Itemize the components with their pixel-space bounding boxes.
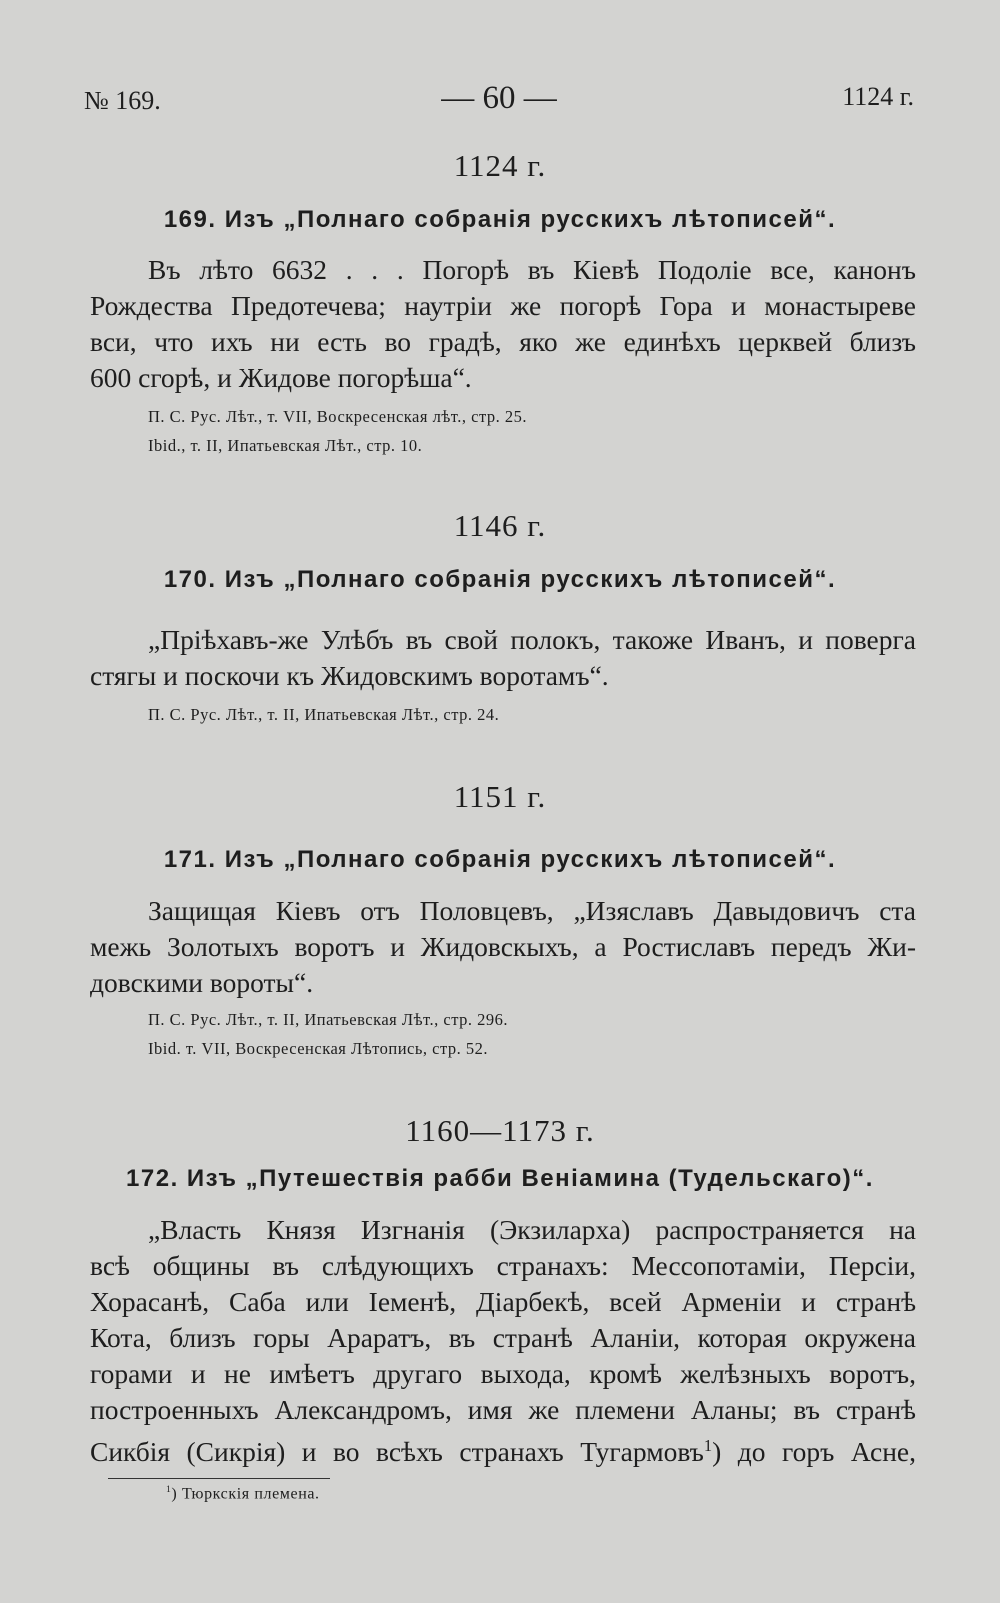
text-line: Сикбія (Сикрія) и во всѣхъ странахъ Тугармовъ$^1$) до горъ Асне, xyxy=(90,1436,917,1468)
source-references xyxy=(148,700,499,729)
entry-number: № 169. xyxy=(84,86,161,115)
text-segment: Сикбія (Сикрія) и во всѣхъ странахъ Тугармовъ xyxy=(90,1436,704,1468)
text-line: 600 сгорѣ, и Жидове погорѣша“. xyxy=(90,362,472,393)
section-title: 169. Изъ „Полнаго собранія русскихъ лѣтописей“. xyxy=(163,206,837,233)
text-line: Въ лѣто 6632 . . . Погорѣ въ Кіевѣ Подоліе все, канонъ xyxy=(148,254,916,285)
source-references xyxy=(148,402,527,460)
section-text xyxy=(90,1212,916,1470)
section-year: 1160—1173 г. xyxy=(405,1113,595,1148)
reference-line: П. С. Рус. Лѣт., т. II, Ипатьевская Лѣт., стр. 296. xyxy=(148,1010,509,1029)
reference-line: Ibid., т. II, Ипатьевская Лѣт., стр. 10. xyxy=(148,436,423,455)
text-line: довскими вороты“. xyxy=(90,967,314,998)
text-line: стягы и поскочи къ Жидовскимъ воротамъ“. xyxy=(90,660,609,691)
text-line: Кота, близъ горы Араратъ, въ странѣ Аланіи, которая окружена xyxy=(90,1322,916,1353)
section-year: 1151 г. xyxy=(453,779,547,814)
section-text xyxy=(90,893,916,1001)
text-line: вси, что ихъ ни есть во градѣ, яко же единѣхъ церквей близъ xyxy=(90,326,916,357)
text-line: Защищая Кіевъ отъ Половцевъ, „Изяславъ Давыдовичъ ста xyxy=(148,895,916,926)
reference-line: П. С. Рус. Лѣт., т. VII, Воскресенская лѣт., стр. 25. xyxy=(148,407,527,426)
section-text xyxy=(90,622,916,694)
reference-line: Ibid. т. VII, Воскресенская Лѣтопись, стр. 52. xyxy=(148,1039,489,1058)
text-line: Рождества Предотечева; наутріи же погорѣ Гора и монастыреве xyxy=(90,290,916,321)
section-title: 170. Изъ „Полнаго собранія русскихъ лѣтописей“. xyxy=(163,566,837,593)
page-header xyxy=(84,80,914,126)
text-line: межь Золотыхъ воротъ и Жидовскыхъ, а Ростиславъ передъ Жи- xyxy=(90,931,916,962)
section-title: 171. Изъ „Полнаго собранія русскихъ лѣтописей“. xyxy=(163,846,837,873)
section-title: 172. Изъ „Путешествія рабби Веніамина (Тудельскаго)“. xyxy=(126,1165,874,1192)
text-line: всѣ общины въ слѣдующихъ странахъ: Мессопотаміи, Персіи, xyxy=(90,1250,916,1281)
footnote-number: 1 xyxy=(166,1484,172,1495)
page-number: — 60 — xyxy=(441,80,557,116)
text-line: горами и не имѣетъ другаго выхода, кромѣ желѣзныхъ воротъ, xyxy=(90,1358,916,1389)
section-year: 1146 г. xyxy=(453,508,547,543)
text-line: построенныхъ Александромъ, имя же племени Аланы; въ странѣ xyxy=(90,1394,916,1425)
footnote-marker: 1 xyxy=(703,1436,713,1455)
text-line: Хорасанѣ, Саба или Іеменѣ, Діарбекѣ, всей Арменіи и странѣ xyxy=(90,1286,916,1317)
footnote: $^1$) Тюркскія племена. xyxy=(166,1484,320,1503)
footnote-text: Тюркскія племена. xyxy=(181,1485,320,1503)
footnote-divider xyxy=(108,1478,330,1479)
text-line: „Пріѣхавъ-же Улѣбъ въ свой полокъ, такоже Иванъ, и поверга xyxy=(148,624,916,655)
section-year: 1124 г. xyxy=(453,148,547,183)
text-segment: до горъ Асне, xyxy=(737,1436,917,1468)
reference-line: П. С. Рус. Лѣт., т. II, Ипатьевская Лѣт., стр. 24. xyxy=(148,705,500,724)
source-references xyxy=(148,1005,508,1063)
section-text xyxy=(90,252,916,396)
running-year: 1124 г. xyxy=(842,82,914,111)
text-line: „Власть Князя Изгнанія (Экзиларха) распространяется на xyxy=(148,1214,916,1245)
